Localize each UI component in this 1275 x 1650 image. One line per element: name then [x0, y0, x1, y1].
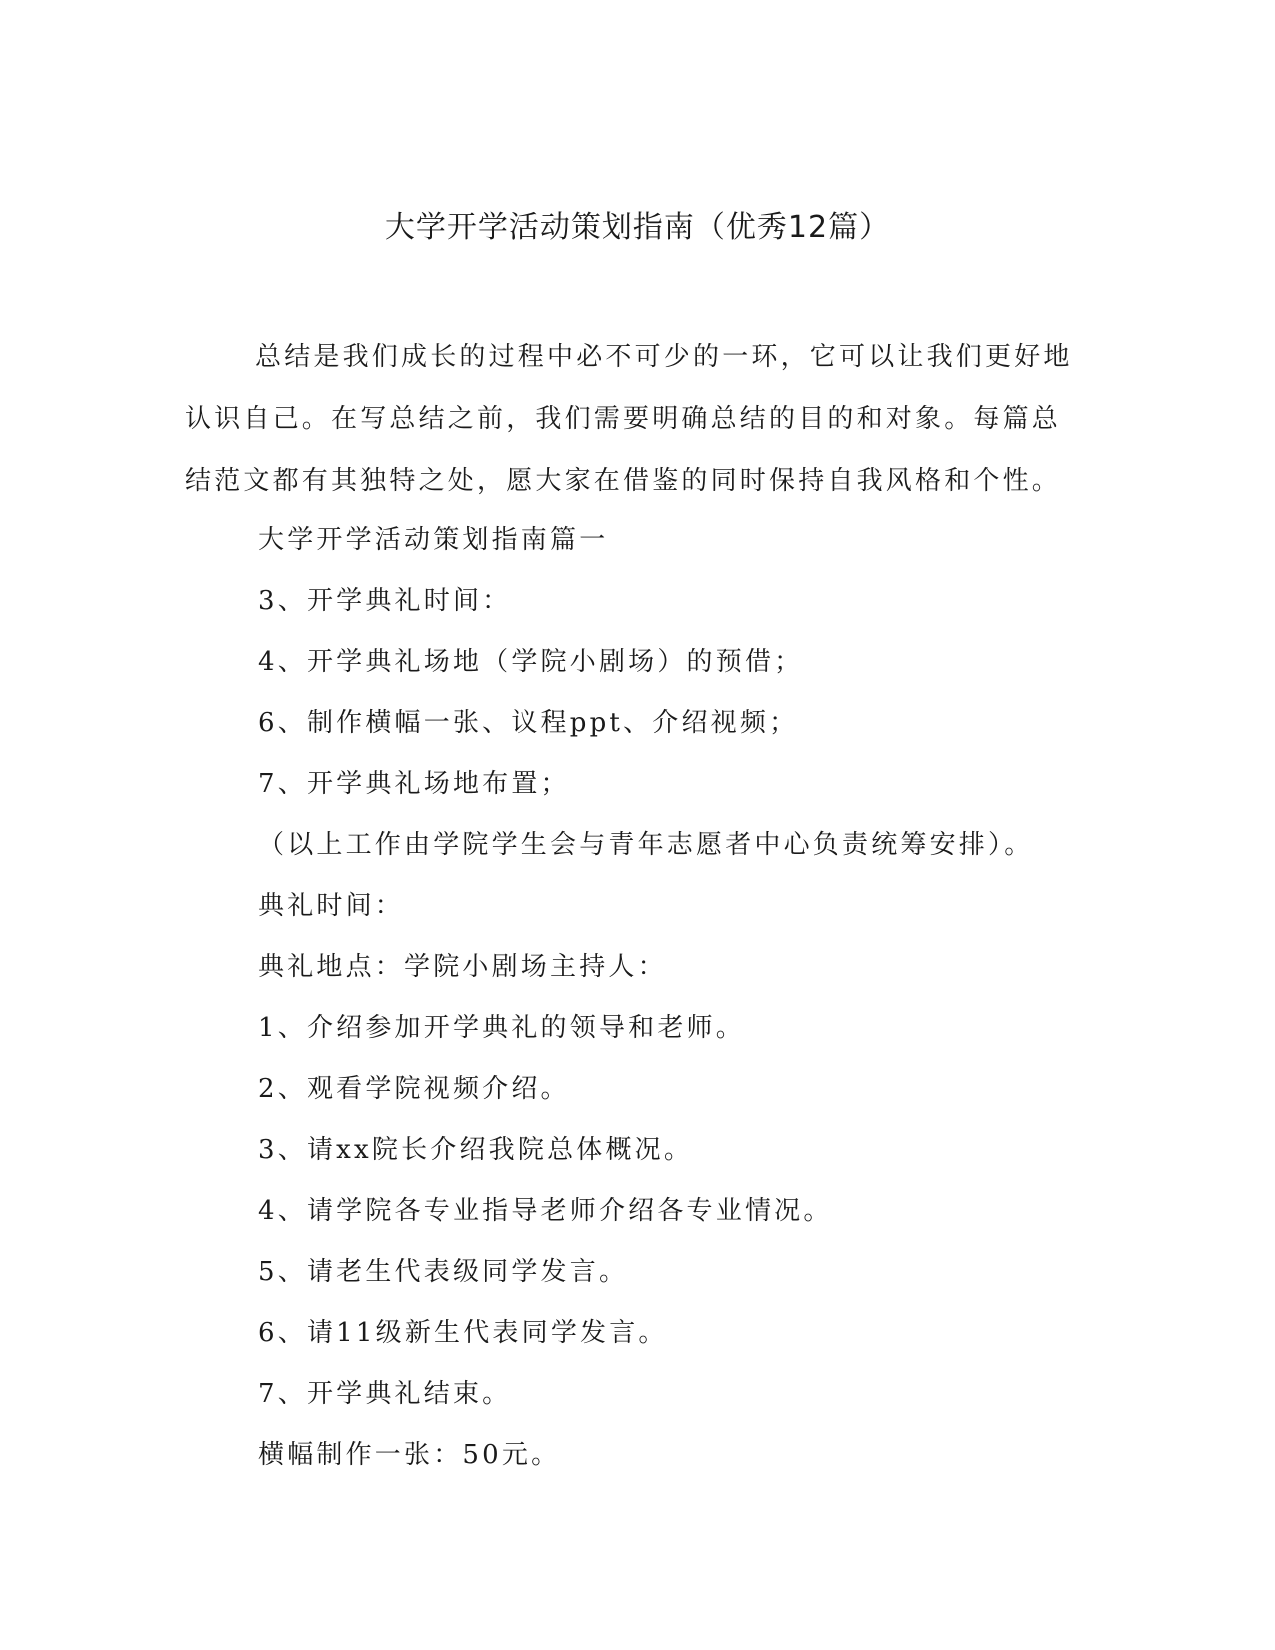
document-title: 大学开学活动策划指南（优秀12篇）	[384, 210, 891, 245]
content-line: 7、开学典礼结束。	[258, 1379, 512, 1409]
content-line: 5、请老生代表级同学发言。	[258, 1257, 629, 1287]
intro-paragraph: 总结是我们成长的过程中必不可少的一环，它可以让我们更好地认识自己。在写总结之前，我们需要明确总结的目的和对象。每篇总结范文都有其独特之处，愿大家在借鉴的同时保持自我风格和个性。	[185, 342, 1073, 496]
content-line: 1、介绍参加开学典礼的领导和老师。	[258, 1013, 745, 1043]
content-line: 6、请11级新生代表同学发言。	[258, 1318, 668, 1348]
content-line: 3、开学典礼时间：	[258, 586, 512, 616]
content-line: 2、观看学院视频介绍。	[258, 1074, 570, 1104]
content-line: 典礼时间：	[258, 891, 405, 921]
section-heading: 大学开学活动策划指南篇一	[258, 525, 609, 555]
content-line: 3、请xx院长介绍我院总体概况。	[258, 1135, 694, 1165]
content-line: 4、请学院各专业指导老师介绍各专业情况。	[258, 1196, 833, 1226]
content-lines	[258, 510, 1158, 1486]
content-line: 6、制作横幅一张、议程ppt、介绍视频；	[258, 708, 799, 738]
content-line: 7、开学典礼场地布置；	[258, 769, 570, 799]
content-line: （以上工作由学院学生会与青年志愿者中心负责统筹安排）。	[258, 830, 1034, 860]
intro-paragraph-block	[185, 326, 1085, 512]
content-line: 典礼地点：学院小剧场主持人：	[258, 952, 667, 982]
content-line: 横幅制作一张：50元。	[258, 1440, 561, 1470]
content-line: 4、开学典礼场地（学院小剧场）的预借；	[258, 647, 804, 677]
